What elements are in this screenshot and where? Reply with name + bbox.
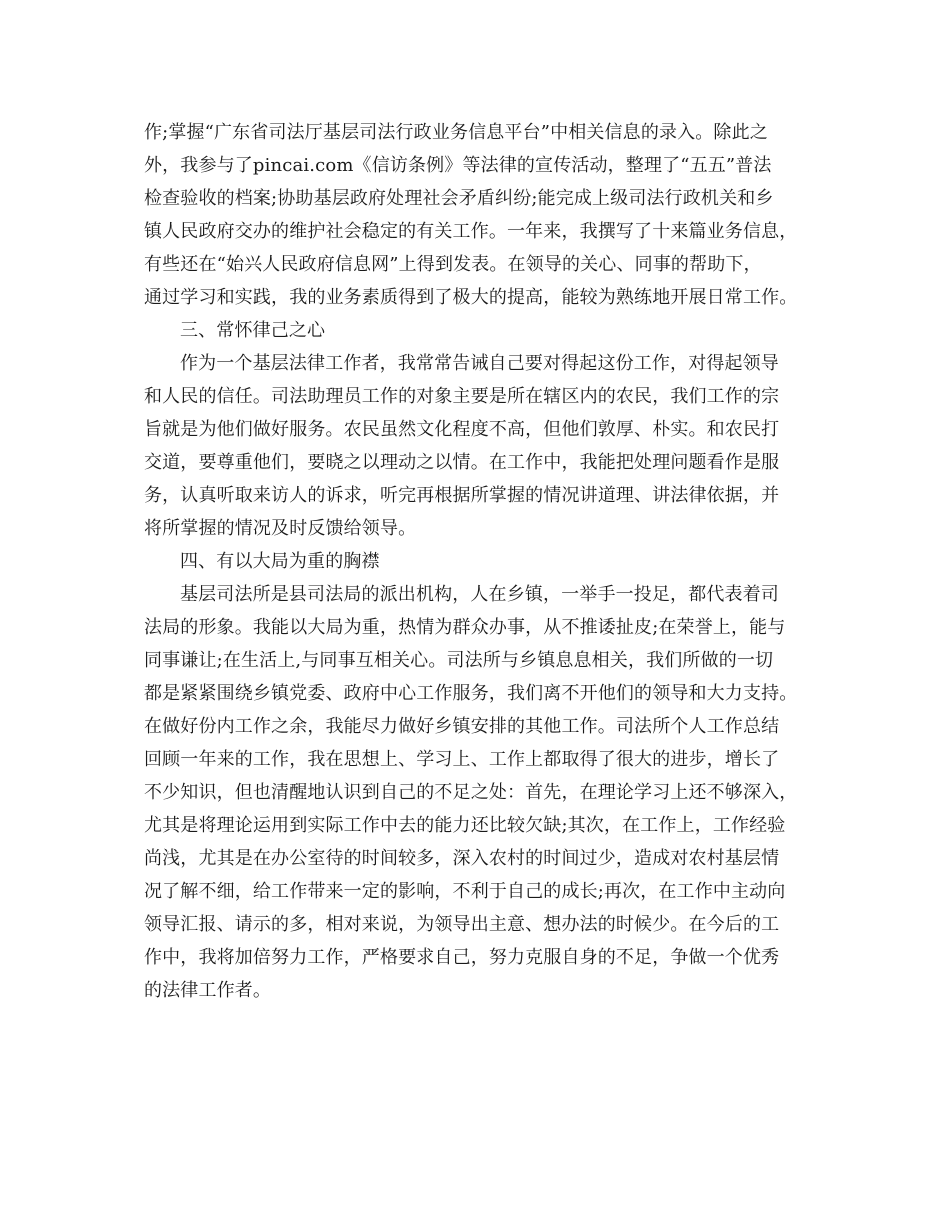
text-line: 旨就是为他们做好服务。农民虽然文化程度不高，但他们敦厚、朴实。和农民打 (144, 419, 780, 440)
paragraph-1 (144, 116, 810, 314)
text-line: 不少知识，但也清醒地认识到自己的不足之处：首先，在理论学习上还不够深入， (144, 782, 798, 803)
text-line: 作中，我将加倍努力工作，严格要求自己，努力克服自身的不足，争做一个优秀 (144, 947, 780, 968)
text-line: 的法律工作者。 (144, 980, 272, 1001)
text-line: 作;掌握“广东省司法厅基层司法行政业务信息平台”中相关信息的录入。除此之 (144, 122, 768, 143)
section-4-body (144, 578, 810, 1007)
text-line: 基层司法所是县司法局的派出机构，人在乡镇，一举手一投足，都代表着司 (180, 584, 779, 605)
section-3-heading: 三、常怀律己之心 (180, 320, 326, 341)
text-line: 都是紧紧围绕乡镇党委、政府中心工作服务，我们离不开他们的领导和大力支持。 (144, 683, 798, 704)
document-page (144, 116, 810, 1007)
text-line: 务，认真听取来访人的诉求，听完再根据所掌握的情况讲道理、讲法律依据，并 (144, 485, 780, 506)
text-line: 尚浅，尤其是在办公室待的时间较多，深入农村的时间过少，造成对农村基层情 (144, 848, 780, 869)
text-line: 外，我参与了pincai.com《信访条例》等法律的宣传活动，整理了“五五”普法 (144, 155, 772, 176)
text-line: 同事谦让;在生活上,与同事互相关心。司法所与乡镇息息相关，我们所做的一切 (144, 650, 774, 671)
text-line: 领导汇报、请示的多，相对来说，为领导出主意、想办法的时候少。在今后的工 (144, 914, 780, 935)
text-line: 有些还在“始兴人民政府信息网”上得到发表。在领导的关心、同事的帮助下， (144, 254, 762, 275)
text-line: 作为一个基层法律工作者，我常常告诫自己要对得起这份工作，对得起领导 (180, 353, 779, 374)
text-line: 况了解不细，给工作带来一定的影响，不利于自己的成长;再次，在工作中主动向 (144, 881, 786, 902)
text-line: 法局的形象。我能以大局为重，热情为群众办事，从不推诿扯皮;在荣誉上，能与 (144, 617, 786, 638)
text-line: 回顾一年来的工作，我在思想上、学习上、工作上都取得了很大的进步，增长了 (144, 749, 780, 770)
text-line: 尤其是将理论运用到实际工作中去的能力还比较欠缺;其次，在工作上，工作经验 (144, 815, 786, 836)
section-4-heading: 四、有以大局为重的胸襟 (180, 551, 380, 572)
text-line: 镇人民政府交办的维护社会稳定的有关工作。一年来，我撰写了十来篇业务信息， (144, 221, 798, 242)
text-line: 通过学习和实践，我的业务素质得到了极大的提高，能较为熟练地开展日常工作。 (144, 287, 798, 308)
text-line: 交道，要尊重他们，要晓之以理动之以情。在工作中，我能把处理问题看作是服 (144, 452, 780, 473)
text-line: 将所掌握的情况及时反馈给领导。 (144, 518, 417, 539)
section-3-body (144, 347, 810, 545)
text-line: 检查验收的档案;协助基层政府处理社会矛盾纠纷;能完成上级司法行政机关和乡 (144, 188, 774, 209)
text-line: 在做好份内工作之余，我能尽力做好乡镇安排的其他工作。司法所个人工作总结 (144, 716, 780, 737)
text-line: 和人民的信任。司法助理员工作的对象主要是所在辖区内的农民，我们工作的宗 (144, 386, 780, 407)
